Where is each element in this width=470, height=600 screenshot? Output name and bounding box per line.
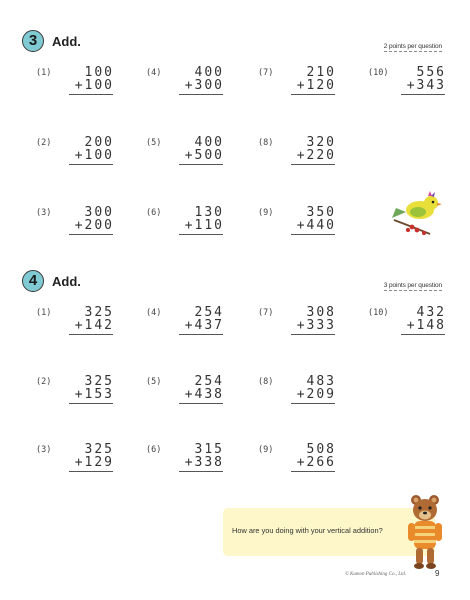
- addend-bottom: +440: [296, 218, 336, 233]
- addend-bottom: +343: [406, 78, 446, 93]
- addend-top: 350: [306, 205, 336, 220]
- addend-bottom: +266: [296, 455, 336, 470]
- addend-bottom: +438: [184, 387, 224, 402]
- sum-line: [69, 234, 113, 235]
- problem: [258, 206, 348, 246]
- addend-top: 320: [306, 135, 336, 150]
- addend-bottom: +129: [74, 455, 114, 470]
- section-number-badge: 4: [22, 270, 44, 292]
- sum-line: [179, 164, 223, 165]
- addend-bottom: +110: [184, 218, 224, 233]
- addend-top: 254: [194, 374, 224, 389]
- addend-top: 432: [416, 305, 446, 320]
- problem: [146, 66, 236, 106]
- problem-number: (9): [258, 445, 274, 455]
- sum-line: [69, 164, 113, 165]
- addend-bottom: +437: [184, 318, 224, 333]
- points-note: 2 points per question: [383, 43, 442, 50]
- problem: [146, 206, 236, 246]
- addend-bottom: +333: [296, 318, 336, 333]
- bird-illustration: [390, 190, 442, 238]
- problem-number: (5): [146, 138, 162, 148]
- problem: [36, 306, 126, 346]
- addend-bottom: +120: [296, 78, 336, 93]
- sum-line: [291, 164, 335, 165]
- addend-bottom: +209: [296, 387, 336, 402]
- sum-line: [291, 334, 335, 335]
- addend-top: 254: [194, 305, 224, 320]
- problem-number: (5): [146, 377, 162, 387]
- problem-number: (6): [146, 208, 162, 218]
- problem-number: (6): [146, 445, 162, 455]
- page-number: 9: [435, 569, 440, 578]
- problem: [146, 136, 236, 176]
- addend-bottom: +148: [406, 318, 446, 333]
- addend-bottom: +300: [184, 78, 224, 93]
- problem: [146, 375, 236, 415]
- problem: [146, 443, 236, 483]
- addend-top: 200: [84, 135, 114, 150]
- bear-illustration: [405, 492, 445, 572]
- problem-number: (10): [368, 68, 389, 78]
- addend-bottom: +100: [74, 78, 114, 93]
- problem: [146, 306, 236, 346]
- section-title: Add.: [52, 274, 81, 289]
- problem-number: (2): [36, 377, 52, 387]
- addend-bottom: +220: [296, 148, 336, 163]
- sum-line: [291, 94, 335, 95]
- problem-number: (3): [36, 445, 52, 455]
- addend-top: 325: [84, 442, 114, 457]
- sum-line: [291, 403, 335, 404]
- problem-number: (4): [146, 68, 162, 78]
- problem-number: (9): [258, 208, 274, 218]
- sum-line: [69, 471, 113, 472]
- addend-top: 130: [194, 205, 224, 220]
- sum-line: [291, 471, 335, 472]
- problem: [258, 375, 348, 415]
- problem-number: (7): [258, 68, 274, 78]
- section-number-badge: 3: [22, 30, 44, 52]
- problem-number: (1): [36, 68, 52, 78]
- problem-number: (4): [146, 308, 162, 318]
- problem: [258, 306, 348, 346]
- problem: [258, 443, 348, 483]
- problem: [36, 136, 126, 176]
- sum-line: [401, 94, 445, 95]
- sum-line: [179, 234, 223, 235]
- addend-top: 308: [306, 305, 336, 320]
- problem: [36, 443, 126, 483]
- sum-line: [401, 334, 445, 335]
- addend-top: 300: [84, 205, 114, 220]
- problem: [368, 306, 458, 346]
- addend-top: 508: [306, 442, 336, 457]
- addend-top: 325: [84, 305, 114, 320]
- sum-line: [69, 403, 113, 404]
- problem: [36, 375, 126, 415]
- problem-number: (8): [258, 138, 274, 148]
- addend-bottom: +500: [184, 148, 224, 163]
- addend-bottom: +100: [74, 148, 114, 163]
- addend-top: 483: [306, 374, 336, 389]
- problem: [258, 136, 348, 176]
- sum-line: [69, 94, 113, 95]
- addend-top: 400: [194, 65, 224, 80]
- addend-bottom: +153: [74, 387, 114, 402]
- addend-bottom: +338: [184, 455, 224, 470]
- copyright-text: © Kumon Publishing Co., Ltd.: [345, 572, 407, 577]
- message-box: [223, 508, 435, 556]
- sum-line: [179, 94, 223, 95]
- section-title: Add.: [52, 34, 81, 49]
- problem: [36, 206, 126, 246]
- problem-number: (7): [258, 308, 274, 318]
- addend-bottom: +200: [74, 218, 114, 233]
- problem-number: (2): [36, 138, 52, 148]
- problem-number: (10): [368, 308, 389, 318]
- addend-bottom: +142: [74, 318, 114, 333]
- sum-line: [179, 471, 223, 472]
- problem-number: (1): [36, 308, 52, 318]
- addend-top: 556: [416, 65, 446, 80]
- sum-line: [179, 403, 223, 404]
- problem: [36, 66, 126, 106]
- addend-top: 210: [306, 65, 336, 80]
- points-note: 3 points per question: [383, 282, 442, 289]
- sum-line: [291, 234, 335, 235]
- sum-line: [179, 334, 223, 335]
- addend-top: 400: [194, 135, 224, 150]
- problem-number: (3): [36, 208, 52, 218]
- addend-top: 100: [84, 65, 114, 80]
- sum-line: [69, 334, 113, 335]
- problem: [258, 66, 348, 106]
- problem-number: (8): [258, 377, 274, 387]
- addend-top: 315: [194, 442, 224, 457]
- problem: [368, 66, 458, 106]
- message-text: How are you doing with your vertical addition?: [232, 526, 383, 535]
- addend-top: 325: [84, 374, 114, 389]
